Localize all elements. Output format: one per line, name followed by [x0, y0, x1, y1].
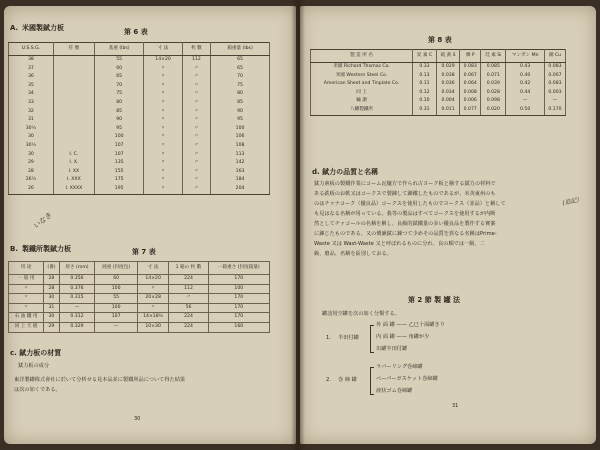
table-cell	[53, 90, 94, 99]
table-cell: 170	[208, 303, 269, 313]
table-cell: 10×30	[137, 322, 168, 332]
table-cell: 75	[94, 90, 143, 99]
table7-title: 製鐵所製錻力板	[22, 245, 71, 253]
para-line-5: 然としてチァコールの名稱を稱し、良級的錻鐵量の多い優良品を製作する實案	[314, 221, 496, 227]
right-page	[300, 6, 596, 444]
table-row	[9, 116, 270, 125]
table-cell: 100	[95, 303, 137, 313]
table-6	[8, 42, 270, 195]
table-cell	[53, 125, 94, 134]
table-cell: 石 油 罐 用	[9, 313, 44, 323]
table-cell: 〃	[144, 185, 182, 194]
section-heading-d: d. 錻力の品質と名稱	[312, 168, 379, 176]
table-cell: 0.034	[436, 89, 459, 98]
table-cell: 30½	[9, 125, 54, 134]
table-cell: 20×28	[137, 294, 168, 304]
table-row	[9, 56, 270, 65]
table-cell: 107	[95, 313, 137, 323]
table-cell: 〃	[182, 168, 210, 177]
table-cell: 0.028	[481, 89, 506, 98]
table-cell: 33	[9, 99, 54, 108]
table-cell: 0.329	[59, 322, 95, 332]
table-cell: 0.038	[436, 72, 459, 81]
table-cell: 163	[211, 168, 270, 177]
table-cell: 108	[211, 142, 270, 151]
intro-line: 罐詰用空罐を次の如く分類する。	[322, 311, 400, 317]
table-cell: 0.011	[436, 106, 459, 115]
table-cell: 26	[9, 185, 54, 194]
table-cell: 〃	[182, 116, 210, 125]
table-row	[9, 322, 270, 332]
column-header: 燐 P	[460, 50, 481, 63]
table-cell: 36	[9, 73, 54, 82]
table-cell: 〃	[182, 185, 210, 194]
table-cell: 〃	[182, 65, 210, 74]
table-cell: 〃	[182, 159, 210, 168]
table-cell: 70	[211, 73, 270, 82]
para-line-1: 錻力素板の製鐵作業にコーム瓦爐方で作られ古ヨーク板と稱する錻力の材料で	[314, 181, 496, 187]
table-cell: 28	[9, 168, 54, 177]
table-cell: 38	[9, 56, 54, 65]
table-cell: 〃	[182, 133, 210, 142]
table-cell: 85	[211, 99, 270, 108]
table-cell: 〃	[144, 108, 182, 117]
table-cell: 28	[44, 284, 59, 294]
table6-header-row	[9, 43, 270, 56]
table-cell: 224	[169, 313, 208, 323]
table-row	[9, 168, 270, 177]
table7-label: 第 7 表	[132, 248, 156, 256]
table-cell: 195	[94, 185, 143, 194]
table-cell: 106	[211, 133, 270, 142]
table-cell: I. XX	[53, 168, 94, 177]
table-cell: 0.083	[460, 63, 481, 72]
column-header: 純重 (封度包)	[95, 262, 137, 275]
table-cell: 〃	[144, 133, 182, 142]
handwritten-note: いなき	[31, 211, 54, 231]
table-row	[9, 133, 270, 142]
table-cell: 160	[208, 322, 269, 332]
column-header: 寸 法	[144, 43, 182, 56]
column-header: 硫 黃 S	[436, 50, 459, 63]
table-cell: 75	[211, 82, 270, 91]
table-row	[9, 151, 270, 160]
table6-label: 第 6 表	[124, 28, 148, 36]
c1-item-1: 外 面 罐 —— 乙巳十面罐きり	[376, 322, 445, 328]
table-cell: 100	[208, 284, 269, 294]
chapter-heading: 第 2 節 製 罐 法	[408, 296, 461, 304]
table-cell: 〃	[144, 151, 182, 160]
table7-header-row	[9, 262, 270, 275]
para-line-7: Waste 又は Wast-Waste 又と呼ばれるものに分れ、良の順では一級、二	[314, 241, 485, 247]
column-header: U.S.S.G.	[9, 43, 54, 56]
table-cell: 95	[94, 125, 143, 134]
column-header: 珪 素 Si	[481, 50, 506, 63]
c2-item-3: 液状ゴム巻締罐	[376, 388, 413, 394]
table-cell: 0.098	[481, 97, 506, 106]
table-cell: 0.067	[544, 72, 565, 81]
table-cell: 八幡製鐵所	[311, 106, 413, 115]
table-row	[311, 106, 566, 115]
table-cell: 31	[9, 116, 54, 125]
table-cell: 56	[169, 303, 208, 313]
table7-section: B.	[10, 245, 18, 253]
table-row	[311, 80, 566, 89]
table-cell: 0.12	[413, 89, 437, 98]
table-cell: 〃	[182, 142, 210, 151]
table-cell: 184	[211, 176, 270, 185]
table6-section: A.	[10, 24, 19, 32]
sub-item: 錻力板の成分	[18, 363, 50, 369]
column-header: 銅 Cu	[544, 50, 565, 63]
table-row	[9, 73, 270, 82]
table-cell: 米國 Western Steel Co.	[311, 72, 413, 81]
table-cell: 30	[9, 133, 54, 142]
table-cell	[53, 65, 94, 74]
table-row	[9, 65, 270, 74]
table-cell: 112	[182, 56, 210, 65]
table-cell: 同 上 天 板	[9, 322, 44, 332]
table-cell	[53, 82, 94, 91]
c1-item-2: 内 面 罐 —— 角罐が少	[376, 334, 430, 340]
table-cell: 32	[9, 108, 54, 117]
table-row	[311, 63, 566, 72]
table8-label: 第 8 表	[428, 36, 452, 44]
table-cell: 0.077	[460, 106, 481, 115]
table-cell: 〃	[144, 159, 182, 168]
table-cell: 0.40	[506, 72, 545, 81]
table-row	[9, 108, 270, 117]
table-cell: 〃	[137, 303, 168, 313]
para-line-8: 級、廢品、名稱を區別しておる。	[314, 251, 392, 257]
table-cell	[53, 116, 94, 125]
table-cell: 85	[94, 108, 143, 117]
category-2-bracket	[370, 367, 374, 395]
table-cell: 65	[211, 56, 270, 65]
book-gutter	[291, 0, 305, 450]
table-cell: I. XXXX	[53, 185, 94, 194]
table-cell: I. C.	[53, 151, 94, 160]
table-cell: 0.356	[59, 275, 95, 285]
table-cell: 〃	[182, 99, 210, 108]
table-cell: 170	[208, 275, 269, 285]
table8-body	[311, 63, 566, 116]
table-cell: 55	[94, 56, 143, 65]
table-cell: —	[506, 97, 545, 106]
table-cell: 60	[95, 275, 137, 285]
table-cell: 26½	[9, 176, 54, 185]
table-cell: 〃	[144, 142, 182, 151]
para-line-2: ある鉄板のお軟又はコークスで製錬して錬鐵したものであるが、未英東州のも	[314, 191, 496, 197]
table-cell: 0.008	[460, 89, 481, 98]
table-cell: 0.064	[460, 80, 481, 89]
table-cell: 輸 謝	[311, 97, 413, 106]
table-row	[311, 97, 566, 106]
column-header: 炭 素 C	[413, 50, 437, 63]
table-cell: 14×20	[137, 275, 168, 285]
table-cell	[53, 108, 94, 117]
table-cell: 0.170	[544, 106, 565, 115]
table-cell: 29	[9, 159, 54, 168]
table-cell: 〃	[144, 73, 182, 82]
table-cell: 70	[94, 82, 143, 91]
table-row	[9, 176, 270, 185]
table-cell: 100	[95, 284, 137, 294]
table-cell: 0.006	[460, 97, 481, 106]
table-cell: 65	[211, 65, 270, 74]
table8-header-row	[311, 50, 566, 63]
column-header: 枚 數	[182, 43, 210, 56]
table-row	[9, 284, 270, 294]
category-1-bracket	[370, 325, 374, 353]
table-cell: 107	[94, 151, 143, 160]
table-cell: American Sheet and Tinplate Co.	[311, 80, 413, 89]
table-cell: 同 上	[311, 89, 413, 98]
table-row	[311, 89, 566, 98]
table-cell: 0.11	[413, 80, 437, 89]
table-8	[310, 49, 566, 116]
column-header: (番)	[44, 262, 59, 275]
table7-body	[9, 275, 270, 333]
table-cell: 35	[9, 82, 54, 91]
table-cell: 112	[169, 284, 208, 294]
table-cell: 95	[211, 116, 270, 125]
margin-handwriting: (追記）	[561, 195, 584, 208]
table-row	[9, 313, 270, 323]
table-row	[9, 303, 270, 313]
para-line-4: も見はなる名稱が用っている。我等の製品はすべてコークスを使用するが内断	[314, 211, 496, 217]
table-cell: 170	[208, 294, 269, 304]
para-line-1: 東洋製罐株式會社に於いて分析せる見本品並に製鐵所品について得た結果	[14, 377, 186, 383]
table-cell: 〃	[144, 82, 182, 91]
category-2-label: 巻 締 罐	[338, 377, 357, 383]
table-cell	[53, 142, 94, 151]
table-cell: 80	[211, 90, 270, 99]
table-cell: 135	[94, 159, 143, 168]
table-cell: —	[95, 322, 137, 332]
table-cell: 14×20	[144, 56, 182, 65]
table-cell: 14×18½	[137, 313, 168, 323]
column-header: 厚さ (mm)	[59, 262, 95, 275]
table-cell: 〃	[144, 168, 182, 177]
table-7	[8, 261, 270, 333]
column-header: 用 途	[9, 262, 44, 275]
table-row	[9, 294, 270, 304]
column-header: 符 號	[53, 43, 94, 56]
table-cell: 224	[169, 322, 208, 332]
table-cell: 〃	[144, 90, 182, 99]
table-cell: 一 般 用	[9, 275, 44, 285]
c2-item-1: ラバーリング巻締罐	[376, 364, 423, 370]
table-cell: 107	[94, 142, 143, 151]
table-cell: 〃	[182, 151, 210, 160]
table-cell: 〃	[144, 116, 182, 125]
table-cell: 31	[44, 303, 59, 313]
table6-body	[9, 56, 270, 195]
table-cell: 0.376	[59, 284, 95, 294]
table-cell: 224	[169, 275, 208, 285]
table-cell: 〃	[9, 303, 44, 313]
table-cell: 〃	[182, 73, 210, 82]
table-cell: 0.315	[59, 294, 95, 304]
table-cell: 0.10	[413, 97, 437, 106]
category-2-number: 2.	[326, 377, 331, 383]
table-row	[9, 125, 270, 134]
table-cell: 90	[94, 116, 143, 125]
table-cell: 〃	[182, 82, 210, 91]
column-header: 寸 法	[137, 262, 168, 275]
category-1-number: 1.	[326, 335, 331, 341]
table-cell: 30	[9, 151, 54, 160]
table-row	[9, 275, 270, 285]
table-cell: 0.029	[436, 63, 459, 72]
table-row	[9, 185, 270, 194]
table-cell: 〃	[137, 284, 168, 294]
table-cell: 0.43	[506, 63, 545, 72]
column-header: 1 箱の 枚 數	[169, 262, 208, 275]
column-header: 箱重量 (lbs)	[211, 43, 270, 56]
column-header: 基重 (lbs)	[94, 43, 143, 56]
table-cell: 80	[94, 99, 143, 108]
table-cell: 90	[211, 108, 270, 117]
table-cell: 〃	[182, 176, 210, 185]
table-cell: 155	[94, 168, 143, 177]
table-row	[9, 159, 270, 168]
table-row	[9, 82, 270, 91]
table-cell: 34	[9, 90, 54, 99]
table-cell: 〃	[144, 125, 182, 134]
table-cell: 0.083	[544, 63, 565, 72]
table-row	[9, 99, 270, 108]
table-cell: 〃	[182, 108, 210, 117]
para-line-6: に錬じたものである。又の價廉錻に錬つて少めその品質を異なる名稱はPrime-	[314, 231, 497, 237]
table-cell: I. XXX	[53, 176, 94, 185]
table-row	[9, 90, 270, 99]
table-cell: 28	[44, 275, 59, 285]
para-line-2: は次の如くである。	[14, 387, 61, 393]
table-cell: 〃	[169, 294, 208, 304]
table-cell: 175	[94, 176, 143, 185]
table-cell: 100	[94, 133, 143, 142]
column-header: 一箱重さ (封度箱量)	[208, 262, 269, 275]
table-cell: 30	[44, 313, 59, 323]
table-cell: 0.071	[481, 72, 506, 81]
table-cell	[53, 56, 94, 65]
table-cell: 〃	[182, 125, 210, 134]
left-page	[4, 6, 296, 444]
table-cell: 65	[94, 73, 143, 82]
table-cell: 29	[44, 322, 59, 332]
table-cell: 30	[44, 294, 59, 304]
table-cell	[53, 99, 94, 108]
table-cell: 0.004	[436, 97, 459, 106]
table-cell: 〃	[144, 99, 182, 108]
table-cell: 142	[211, 159, 270, 168]
table-cell: 0.42	[506, 80, 545, 89]
table-cell: 0.039	[481, 80, 506, 89]
table-cell: 〃	[9, 294, 44, 304]
table-cell: 170	[208, 313, 269, 323]
c1-item-3: 缶罐半田付罐	[376, 346, 408, 352]
table-cell	[53, 133, 94, 142]
table-cell: 0.067	[460, 72, 481, 81]
table-cell: 0.036	[436, 80, 459, 89]
table6-title: 米國製錻力板	[22, 24, 64, 32]
table-cell: 60	[94, 65, 143, 74]
table-row	[9, 142, 270, 151]
table-cell: 0.003	[544, 89, 565, 98]
page-number-left: 30	[134, 416, 141, 422]
table-cell: —	[544, 97, 565, 106]
table-cell: 〃	[144, 176, 182, 185]
table-cell: 〃	[9, 284, 44, 294]
column-header: 製 造 所 名	[311, 50, 413, 63]
para-line-3: のはチァナコーク（優良品）コークスを使用したものでヨークス（並品）と稱して	[314, 201, 506, 207]
table-cell: 0.31	[413, 106, 437, 115]
table-cell: 0.50	[506, 106, 545, 115]
table-cell: 204	[211, 185, 270, 194]
table-cell: 0.085	[481, 63, 506, 72]
table-cell: 55	[95, 294, 137, 304]
table-cell: —	[59, 303, 95, 313]
table-cell: 0.083	[544, 80, 565, 89]
table-cell: 0.33	[413, 63, 437, 72]
subsection-heading: c. 錻力板の材質	[10, 349, 62, 357]
table-cell: 30½	[9, 142, 54, 151]
column-header: マンガン Mn	[506, 50, 545, 63]
table-cell: 0.44	[506, 89, 545, 98]
table-cell: 37	[9, 65, 54, 74]
category-1-label: 半田付罐	[338, 335, 359, 341]
table-cell: 113	[211, 151, 270, 160]
table-cell: 0.312	[59, 313, 95, 323]
table-cell: 0.020	[481, 106, 506, 115]
table-cell: 100	[211, 125, 270, 134]
table-row	[311, 72, 566, 81]
table-cell	[53, 73, 94, 82]
table-cell: 〃	[144, 65, 182, 74]
table-cell: I. X.	[53, 159, 94, 168]
page-number-right: 31	[452, 403, 459, 409]
table-cell: 米國 Richard Thomas Co.	[311, 63, 413, 72]
table-cell: 0.13	[413, 72, 437, 81]
c2-item-2: ペーパーガスケット巻締罐	[376, 376, 438, 382]
table-cell: 〃	[182, 90, 210, 99]
